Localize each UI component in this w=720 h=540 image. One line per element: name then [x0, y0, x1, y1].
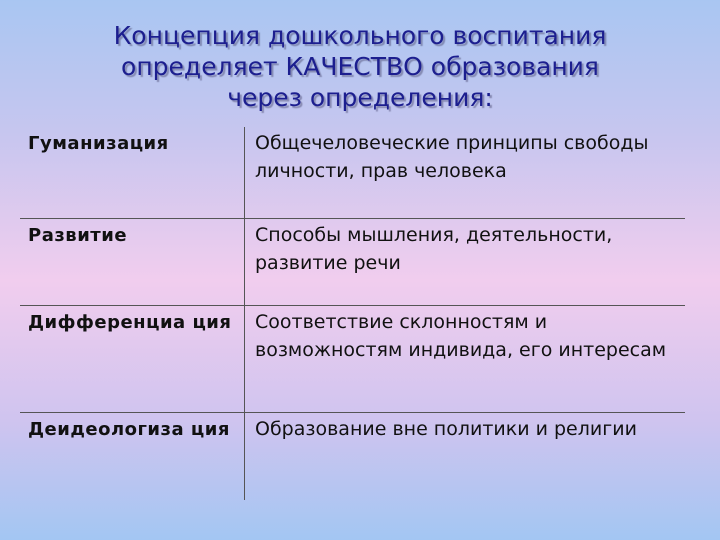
table-row — [20, 219, 685, 306]
description-cell: Способы мышления, деятельности, развитие речи — [255, 224, 613, 274]
table-row — [20, 306, 685, 413]
slide-title — [20, 20, 700, 113]
description-cell: Образование вне политики и религии — [255, 418, 637, 440]
title-line-3: через определения: — [227, 83, 493, 112]
term-cell: Дифференциа ция — [20, 306, 245, 412]
table-row — [20, 413, 685, 500]
description-cell: Соответствие склонностям и возможностям индивида, его интересам — [255, 311, 667, 361]
description-cell: Общечеловеческие принципы свободы личности, прав человека — [255, 132, 649, 182]
table-row — [20, 127, 685, 219]
term-cell: Развитие — [20, 219, 245, 305]
term-cell: Деидеологиза ция — [20, 413, 245, 500]
term-cell: Гуманизация — [20, 127, 245, 218]
title-line-2: определяет КАЧЕСТВО образования — [121, 52, 599, 81]
title-line-1: Концепция дошкольного воспитания — [113, 21, 607, 50]
definitions-table — [20, 127, 685, 500]
